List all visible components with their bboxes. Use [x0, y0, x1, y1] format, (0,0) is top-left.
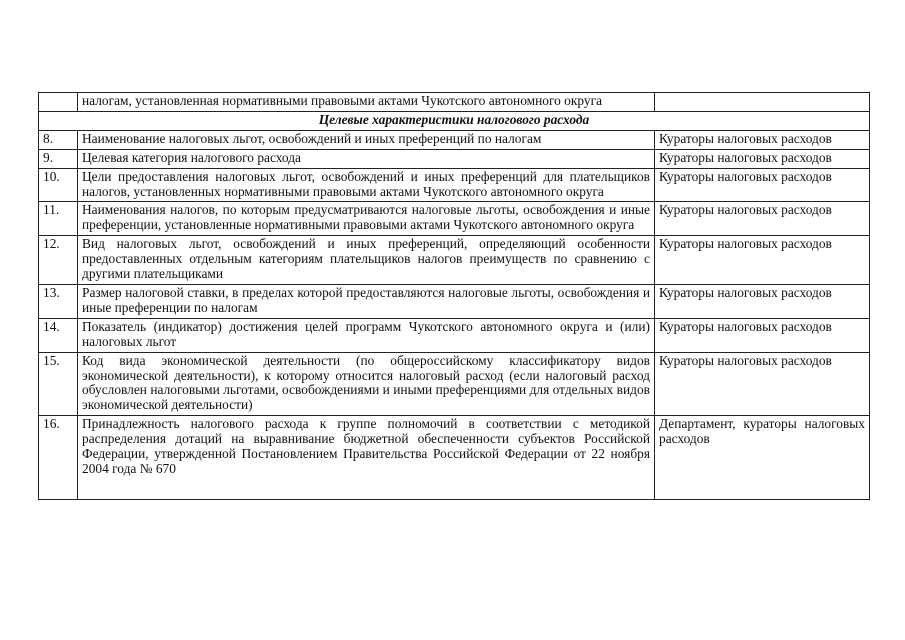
- row-number: 9.: [39, 149, 78, 168]
- row-number: 10.: [39, 168, 78, 202]
- row-responsible: Кураторы налоговых расходов: [655, 168, 870, 202]
- row-number: 8.: [39, 130, 78, 149]
- row-responsible: Кураторы налоговых расходов: [655, 236, 870, 285]
- row-responsible: Кураторы налоговых расходов: [655, 352, 870, 416]
- tax-expenditure-table: [38, 92, 870, 500]
- row-number: 13.: [39, 284, 78, 318]
- row-number: 15.: [39, 352, 78, 416]
- row-responsible: Кураторы налоговых расходов: [655, 284, 870, 318]
- row-description: Наименования налогов, по которым предусматриваются налоговые льготы, освобождения и иные преференции, установленные нормативными правовыми актами Чукотского автономного округа: [78, 202, 655, 236]
- row-responsible: Кураторы налоговых расходов: [655, 149, 870, 168]
- row-description: Размер налоговой ставки, в пределах которой предоставляются налоговые льготы, освобождения и иные преференции по налогам: [78, 284, 655, 318]
- row-description: Наименование налоговых льгот, освобождений и иных преференций по налогам: [78, 130, 655, 149]
- row-description: Целевая категория налогового расхода: [78, 149, 655, 168]
- row-responsible: Кураторы налоговых расходов: [655, 130, 870, 149]
- row-responsible: Кураторы налоговых расходов: [655, 202, 870, 236]
- table-row: [39, 352, 870, 416]
- row-description: налогам, установленная нормативными правовыми актами Чукотского автономного округа: [78, 93, 655, 112]
- table-row: [39, 168, 870, 202]
- table-row: [39, 318, 870, 352]
- table-row: [39, 284, 870, 318]
- row-description: Показатель (индикатор) достижения целей программ Чукотского автономного округа и (или) налоговых льгот: [78, 318, 655, 352]
- row-responsible: Кураторы налоговых расходов: [655, 318, 870, 352]
- table-row-continued: [39, 93, 870, 112]
- row-description: Принадлежность налогового расхода к группе полномочий в соответствии с методикой распределения дотаций на выравнивание бюджетной обеспеченности субъектов Российской Федерации, утвержденной Постановлением Правительства Российской Федерации от 22 ноября 2004 года № 670: [78, 416, 655, 500]
- row-number: 11.: [39, 202, 78, 236]
- row-description: Цели предоставления налоговых льгот, освобождений и иных преференций для плательщиков налогов, установленных нормативными правовыми актами Чукотского автономного округа: [78, 168, 655, 202]
- row-number: 16.: [39, 416, 78, 500]
- section-title: Целевые характеристики налогового расхода: [39, 111, 870, 130]
- row-responsible: Департамент, кураторы налоговых расходов: [655, 416, 870, 500]
- table-row: [39, 149, 870, 168]
- table-row: [39, 202, 870, 236]
- section-header-row: [39, 111, 870, 130]
- row-responsible: [655, 93, 870, 112]
- row-number: [39, 93, 78, 112]
- table-row: [39, 236, 870, 285]
- row-number: 14.: [39, 318, 78, 352]
- row-description: Код вида экономической деятельности (по общероссийскому классификатору видов экономической деятельности), к которому относится налоговый расход (если налоговый расход обусловлен налоговыми льготами, освобождениями и иными преференциями для отдельных видов экономической деятельности): [78, 352, 655, 416]
- row-number: 12.: [39, 236, 78, 285]
- row-description: Вид налоговых льгот, освобождений и иных преференций, определяющий особенности предоставленных отдельным категориям плательщиков налогов преимуществ по сравнению с другими плательщиками: [78, 236, 655, 285]
- table-row: [39, 130, 870, 149]
- table-row: [39, 416, 870, 500]
